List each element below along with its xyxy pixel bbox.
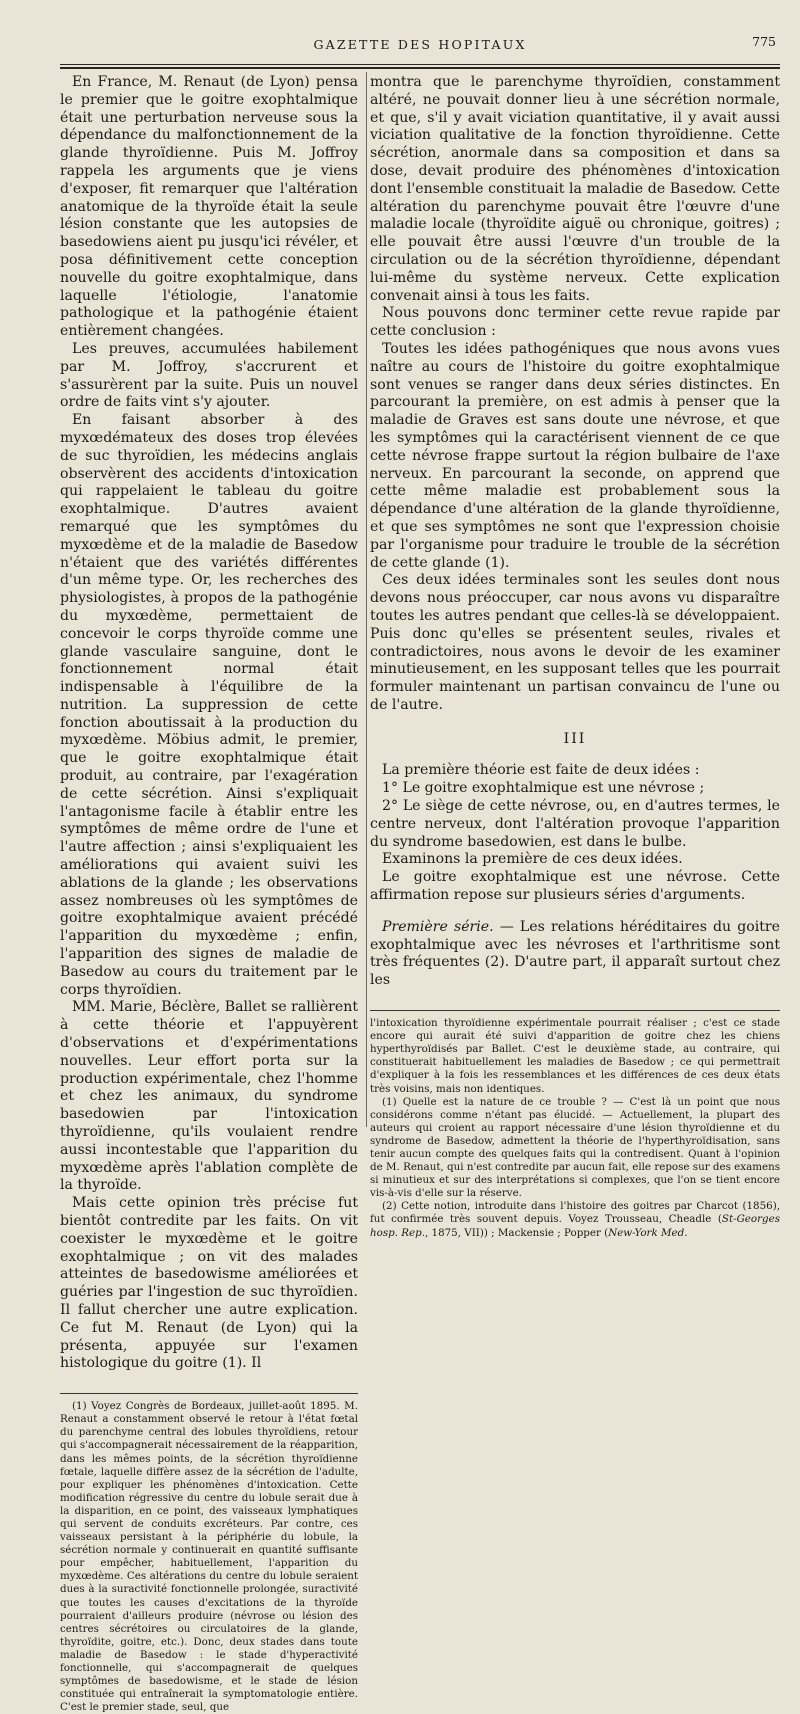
section-heading: III bbox=[563, 730, 587, 747]
journal-title: GAZETTE DES HOPITAUX bbox=[313, 37, 527, 52]
citation-title: St-Georges hosp. Rep. bbox=[370, 1213, 780, 1239]
paragraph: Le goitre exophtalmique est une névrose. Cette affirmation repose sur plusieurs séries d'arguments. bbox=[370, 869, 780, 904]
paragraph: La première théorie est faite de deux idées : bbox=[382, 762, 700, 779]
series-text: — Les relations héréditaires du goitre exophtalmique avec les névroses et l'arthritisme sont très fréquentes (2). D'autre part, il apparaît surtout chez les bbox=[370, 918, 780, 989]
footnote-rule bbox=[370, 1010, 780, 1011]
page-header bbox=[60, 34, 780, 60]
footnote-text: , 1875, VII)) ; Mackensie ; Popper ( bbox=[424, 1226, 609, 1239]
header-rule-thick bbox=[60, 67, 780, 69]
series-label: Première série. bbox=[382, 918, 494, 935]
right-column bbox=[370, 74, 780, 1240]
paragraph: Nous pouvons donc terminer cette revue rapide par cette conclusion : bbox=[370, 305, 780, 340]
paragraph: Ces deux idées terminales sont les seules dont nous devons nous préoccuper, car nous avons vu disparaître toutes les autres pendant que celles-là se développaient. Puis donc qu'elles se présentent seules, rivales et contradictoires, nous avons le devoir de les examiner minutieusement, en les supposant telles que les pourrait formuler maintenant un partisan convaincu de l'une ou de l'autre. bbox=[370, 572, 780, 713]
citation-title: New-York Med. bbox=[608, 1226, 688, 1239]
paragraph: En France, M. Renaut (de Lyon) pensa le premier que le goitre exophtalmique était une perturbation nerveuse sous la dépendance du malfonctionnement de la glande thyroïdienne. Puis M. Joffroy rappela les arguments que je viens d'exposer, fit remarquer que l'altération anatomique de la thyroïde était la seule lésion constante que les autopsies de basedowiens aient pu jusqu'ici révéler, et posa définitivement cette conception nouvelle du goitre exophtalmique, dans laquelle l'étiologie, l'anatomie pathologique et la pathogénie étaient entièrement changées. bbox=[60, 74, 358, 340]
left-column bbox=[60, 74, 358, 1714]
paragraph: Mais cette opinion très précise fut bientôt contredite par les faits. On vit coexister le myxœdème et le goitre exophtalmique ; on vit des malades atteintes de basedowisme améliorées et guéries par l'ingestion de suc thyroïdien. Il fallut chercher une autre explication. Ce fut M. Renaut (de Lyon) qui la présenta, appuyée sur l'examen histologique du goitre (1). Il bbox=[60, 1195, 358, 1372]
header-rule bbox=[60, 64, 780, 65]
footnote-text: (2) Cette notion, introduite dans l'histoire des goitres par Charcot (1856), fut confirmée très souvent depuis. Voyez Trousseau, Cheadle ( bbox=[370, 1200, 780, 1226]
footnote: (1) Voyez Congrès de Bordeaux, juillet-août 1895. M. Renaut a constamment observé le retour à l'état fœtal du parenchyme central des lobules thyroïdiens, retour qui s'accompagnerait nécessairement de la réapparition, dans les mêmes points, de la sécrétion thyroïdienne fœtale, laquelle diffère assez de la sécrétion de l'adulte, pour expliquer les phénomènes d'intoxication. Cette modification régressive du centre du lobule serait due à la disparition, en ce point, des vaisseaux lymphatiques qui servent de conduits excréteurs. Par contre, ces vaisseaux persistant à la périphérie du lobule, la sécrétion normale y continuerait en quantité suffisante pour empêcher, habituellement, l'apparition du myxœdème. Ces altérations du centre du lobule seraient dues à la suractivité fonctionnelle prolongée, suractivité que toutes les causes d'excitations de la thyroïde pourraient d'ailleurs produire (névrose ou lésion des centres sécrétoires ou circulatoires de la glande, thyroïdite, goitre, etc.). Donc, deux stades dans toute maladie de Basedow : le stade d'hyperactivité fonctionnelle, qui s'accompagnerait de quelques symptômes de basedowisme, et le stade de lésion constituée qui entraînerait la symptomatologie entière. C'est le premier stade, seul, que bbox=[60, 1400, 358, 1714]
paragraph bbox=[370, 919, 780, 990]
paragraph: Les preuves, accumulées habilement par M. Joffroy, s'accrurent et s'assurèrent par la suite. Puis un nouvel ordre de faits vint s'y ajouter. bbox=[60, 340, 358, 411]
footnote-rule bbox=[60, 1393, 358, 1394]
paragraph: montra que le parenchyme thyroïdien, constamment altéré, ne pouvait donner lieu à une sécrétion normale, et que, s'il y avait viciation quantitative, il y avait aussi viciation qualitative de la fonction thyroïdienne. Cette sécrétion, anormale dans sa composition et dans sa dose, devait produire des phénomènes d'intoxication dont l'ensemble constituait la maladie de Basedow. Cette altération du parenchyme pouvait être l'œuvre d'une maladie locale (thyroïdite aiguë ou chronique, goitres) ; elle pouvait être aussi l'œuvre d'un trouble de la circulation ou de la sécrétion thyroïdienne, dépendant lui-même du système nerveux. Cette explication convenait ainsi à tous les faits. bbox=[370, 74, 780, 304]
column-divider bbox=[366, 72, 367, 1127]
paragraph: Examinons la première de ces deux idées. bbox=[382, 851, 683, 868]
paragraph: En faisant absorber à des myxœdémateux des doses trop élevées de suc thyroïdien, les médecins anglais observèrent des accidents d'intoxication qui rappelaient le tableau du goitre exophtalmique. D'autres avaient remarqué que les symptômes du myxœdème et de la maladie de Basedow n'étaient que des variétés différentes d'un même type. Or, les recherches des physiologistes, à propos de la pathogénie du myxœdème, permettaient de concevoir le corps thyroïde comme une glande vasculaire sanguine, dont le fonctionnement normal était indispensable à l'équilibre de la nutrition. La suppression de cette fonction aboutissait à la production du myxœdème. Möbius admit, le premier, que le goitre exophtalmique était produit, au contraire, par l'exagération de cette sécrétion. Ainsi s'expliquait l'antagonisme facile à établir entre les symptômes de même ordre de l'une et l'autre affection ; ainsi s'expliquaient les améliorations qui avaient suivi les ablations de la glande ; les observations assez nombreuses où les symptômes de goitre exophtalmique avaient précédé l'apparition du myxœdème ; enfin, l'apparition des signes de maladie de Basedow au cours du traitement par le corps thyroïdien. bbox=[60, 412, 358, 998]
footnote-continued: l'intoxication thyroïdienne expérimentale pourrait réaliser ; c'est ce stade encore qui aurait été suivi d'apparition de goitre chez les chiens hyperthyroïdisés par Ballet. C'est le deuxième stade, au contraire, qui constituerait habituellement les maladies de Basedow ; ce qui permettrait d'expliquer à la fois les ressemblances et les différences de ces deux états très voisins, mais non identiques. bbox=[370, 1017, 780, 1095]
paragraph: 2° Le siège de cette névrose, ou, en d'autres termes, le centre nerveux, dont l'altération provoque l'apparition du syndrome basedowien, est dans le bulbe. bbox=[370, 798, 780, 850]
footnote: (1) Quelle est la nature de ce trouble ? — C'est là un point que nous considérons comme n'étant pas élucidé. — Actuellement, la plupart des auteurs qui croient au rapport nécessaire d'une lésion thyroïdienne et du syndrome de Basedow, admettent la théorie de l'hyperthyroïdisation, sans tenir aucun compte des quelques faits qui la contredisent. Quant à l'opinion de M. Renaut, qui n'est contredite par aucun fait, elle repose sur des examens si minutieux et sur des interprétations si complexes, que l'on se tient encore vis-à-vis d'elle sur la réserve. bbox=[370, 1095, 780, 1200]
page-number: 775 bbox=[752, 34, 776, 49]
footnote bbox=[370, 1200, 780, 1239]
paragraph: Toutes les idées pathogéniques que nous avons vues naître au cours de l'histoire du goitre exophtalmique sont venues se ranger dans deux séries distinctes. En parcourant la première, on est admis à penser que la maladie de Graves est sans doute une névrose, et que les symptômes qui la caractérisent viennent de ce que cette névrose frappe surtout la région bulbaire de l'axe nerveux. En parcourant la seconde, on apprend que cette même maladie est probablement sous la dépendance d'une altération de la glande thyroïdienne, et que ses symptômes ne sont que l'expression choisie par l'organisme pour traduire le trouble de la sécrétion de cette glande (1). bbox=[370, 340, 780, 571]
paragraph: 1° Le goitre exophtalmique est une névrose ; bbox=[382, 780, 705, 797]
paragraph: MM. Marie, Béclère, Ballet se rallièrent à cette théorie et l'appuyèrent d'observations et d'expérimentations nouvelles. Leur effort porta sur la production expérimentale, chez l'homme et chez les animaux, du syndrome basedowien par l'intoxication thyroïdienne, qu'ils voulaient rendre aussi incontestable que l'apparition du myxœdème après l'ablation complète de la thyroïde. bbox=[60, 999, 358, 1194]
